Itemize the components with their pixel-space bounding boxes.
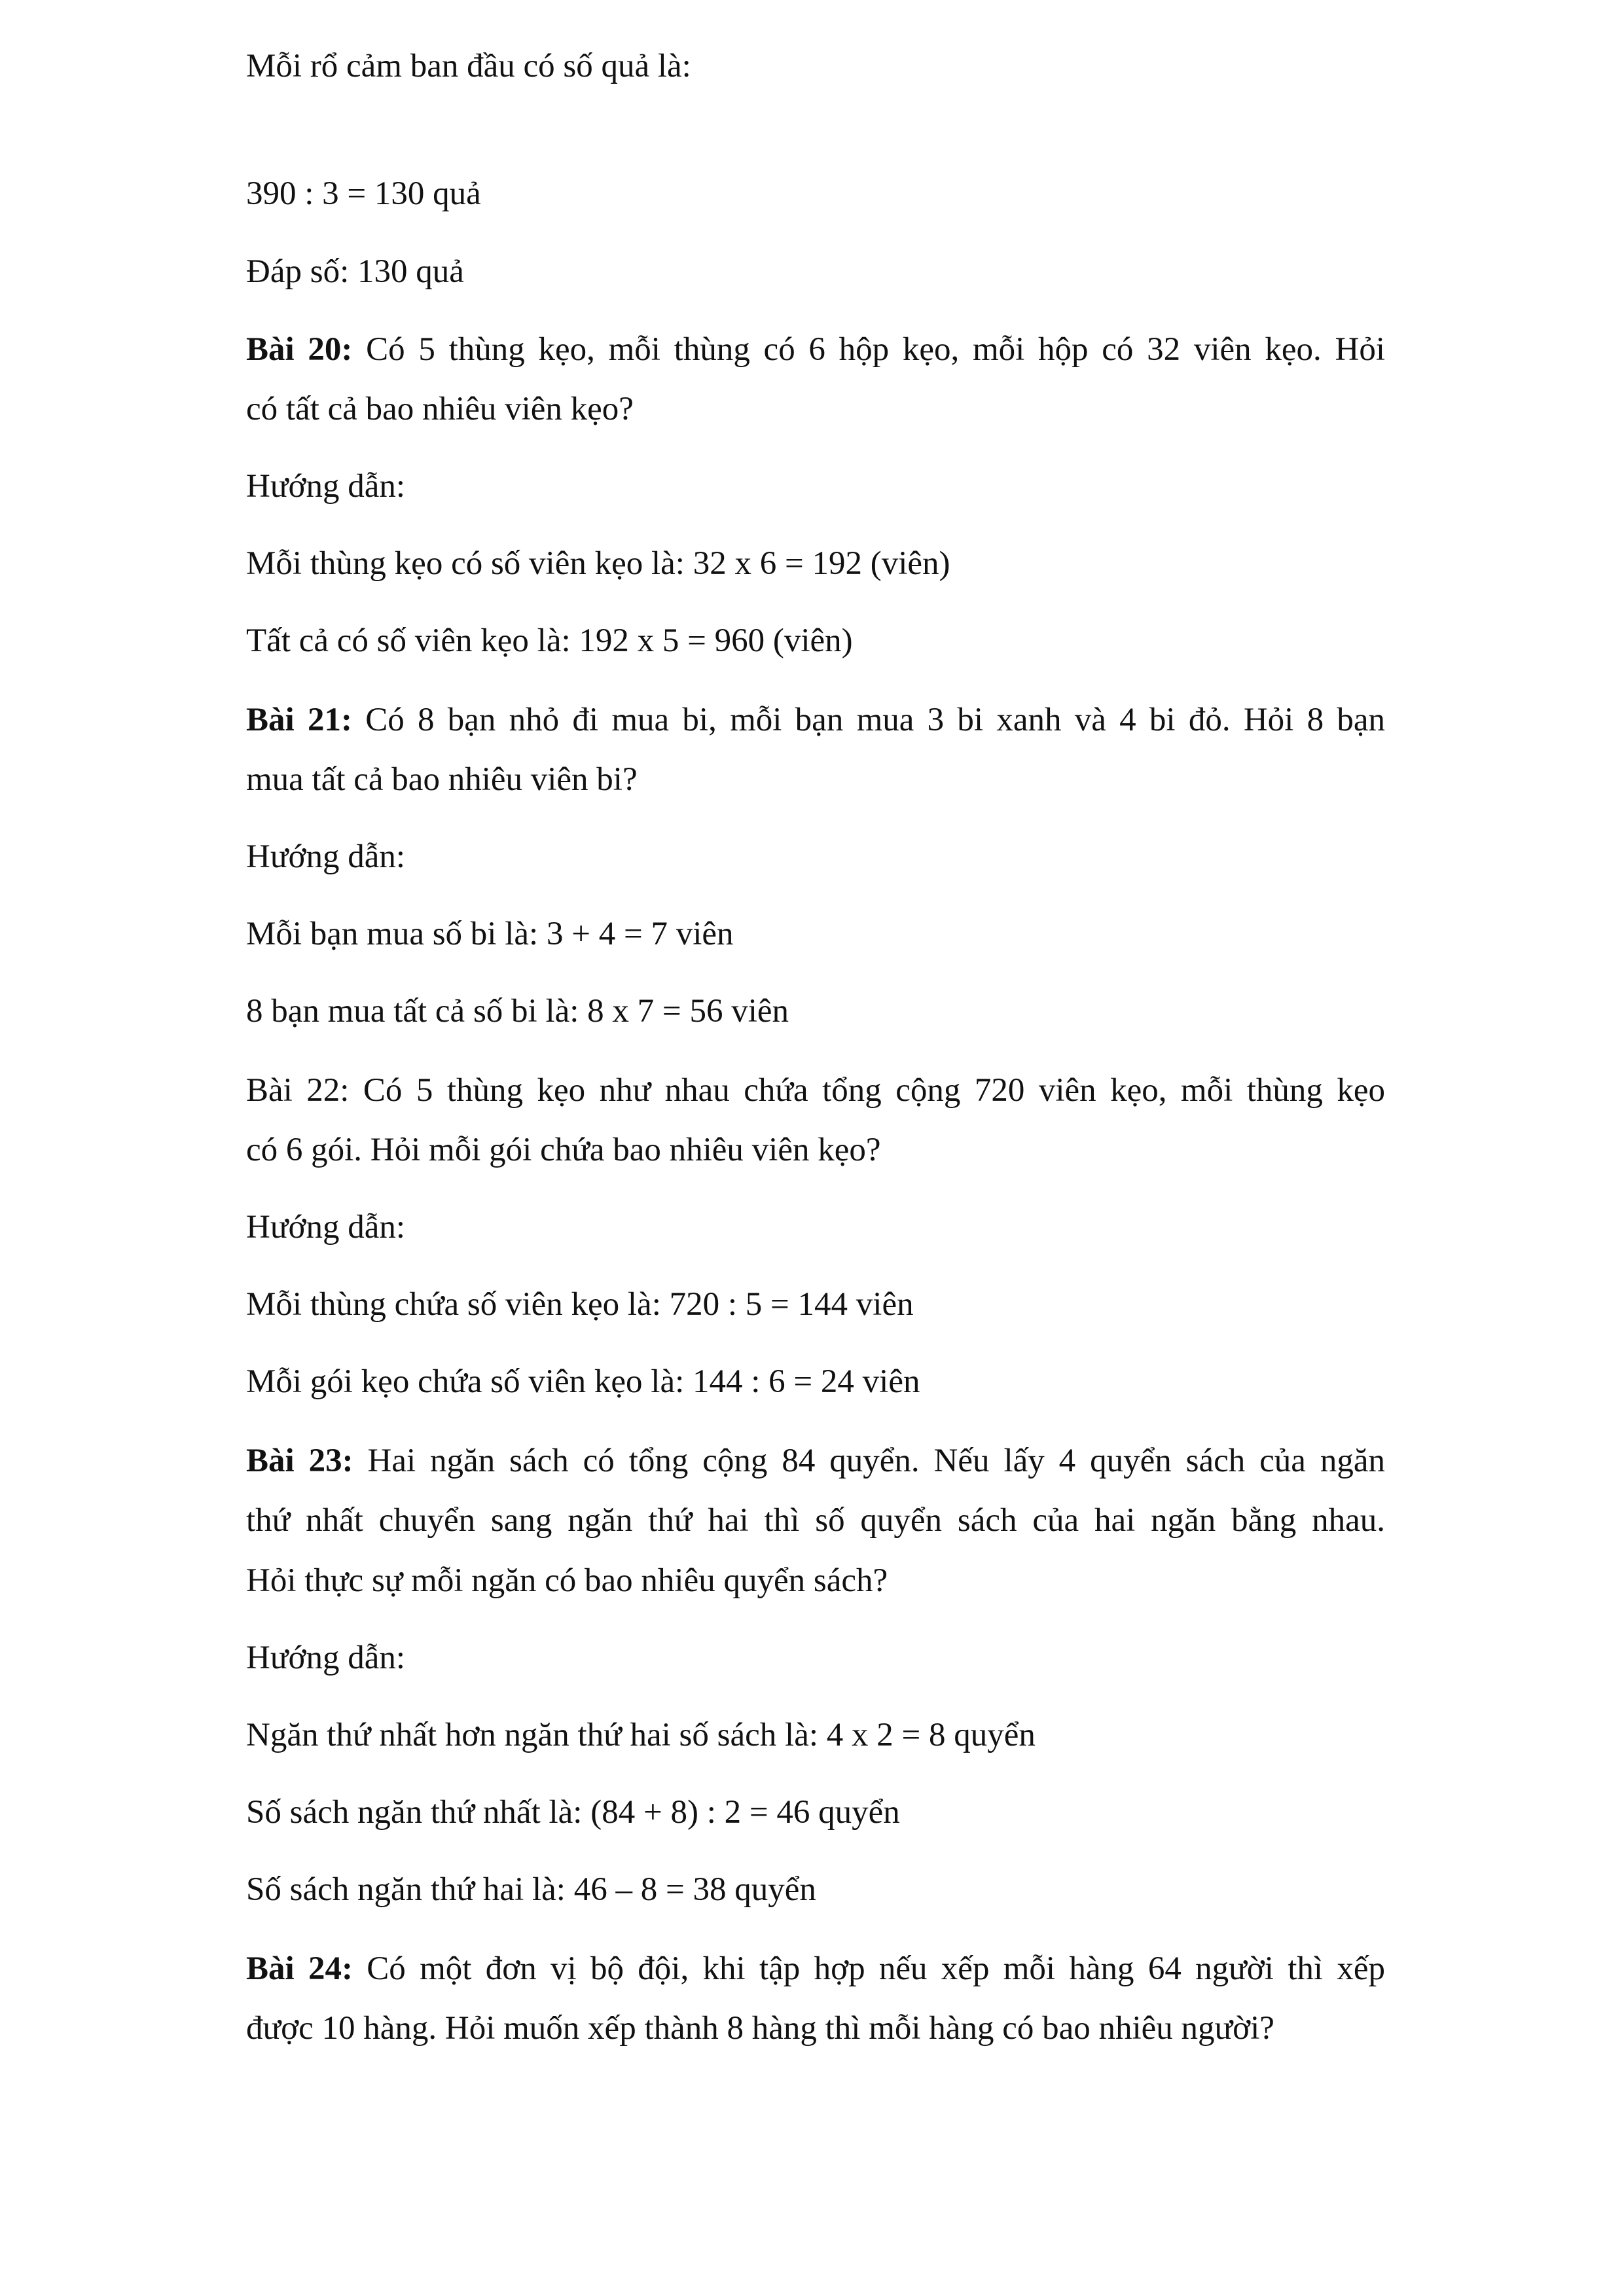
bai-20-guide-heading: Hướng dẫn:: [246, 468, 405, 505]
bai-24-question-line-2: được 10 hàng. Hỏi muốn xếp thành 8 hàng thì mỗi hàng có bao nhiêu người?: [246, 2010, 1274, 2047]
bai-22-question-line-1: Bài 22: Có 5 thùng kẹo như nhau chứa tổng cộng 720 viên kẹo, mỗi thùng kẹo: [246, 1072, 1385, 1109]
bai-23-question-line-2: thứ nhất chuyển sang ngăn thứ hai thì số quyển sách của hai ngăn bằng nhau.: [246, 1502, 1385, 1539]
bai-21-label: Bài 21:: [246, 702, 352, 738]
bai-23-step-1: Ngăn thứ nhất hơn ngăn thứ hai số sách là: 4 x 2 = 8 quyển: [246, 1717, 1036, 1753]
bai-20-step-2: Tất cả có số viên kẹo là: 192 x 5 = 960 (viên): [246, 622, 853, 659]
intro-line-1: Mỗi rổ cảm ban đầu có số quả là:: [246, 48, 691, 84]
bai-22-step-1: Mỗi thùng chứa số viên kẹo là: 720 : 5 = 144 viên: [246, 1286, 914, 1323]
bai-22-question-line-2: có 6 gói. Hỏi mỗi gói chứa bao nhiêu viên kẹo?: [246, 1132, 881, 1168]
bai-20-question-line-2: có tất cả bao nhiêu viên kẹo?: [246, 391, 634, 427]
intro-answer: Đáp số: 130 quả: [246, 253, 464, 290]
bai-24-label: Bài 24:: [246, 1950, 353, 1987]
bai-21-step-2: 8 bạn mua tất cả số bi là: 8 x 7 = 56 viên: [246, 993, 789, 1030]
bai-21-text-1: Có 8 bạn nhỏ đi mua bi, mỗi bạn mua 3 bi xanh và 4 bi đỏ. Hỏi 8 bạn: [352, 702, 1386, 738]
bai-20-text-1: Có 5 thùng kẹo, mỗi thùng có 6 hộp kẹo, mỗi hộp có 32 viên kẹo. Hỏi: [352, 331, 1385, 368]
bai-21-question-line-1: [246, 700, 1385, 740]
bai-23-question-line-3: Hỏi thực sự mỗi ngăn có bao nhiêu quyển sách?: [246, 1562, 888, 1599]
bai-21-step-1: Mỗi bạn mua số bi là: 3 + 4 = 7 viên: [246, 916, 734, 952]
bai-24-text-1: Có một đơn vị bộ đội, khi tập hợp nếu xếp mỗi hàng 64 người thì xếp: [352, 1950, 1385, 1987]
bai-22-guide-heading: Hướng dẫn:: [246, 1209, 405, 1246]
bai-23-label: Bài 23:: [246, 1443, 353, 1479]
bai-22-step-2: Mỗi gói kẹo chứa số viên kẹo là: 144 : 6 = 24 viên: [246, 1363, 920, 1400]
bai-20-label: Bài 20:: [246, 331, 353, 368]
bai-21-guide-heading: Hướng dẫn:: [246, 838, 405, 875]
bai-20-question-line-1: [246, 329, 1385, 370]
bai-23-step-3: Số sách ngăn thứ hai là: 46 – 8 = 38 quyển: [246, 1871, 816, 1908]
bai-24-question-line-1: [246, 1948, 1385, 1989]
intro-line-2: 390 : 3 = 130 quả: [246, 175, 481, 212]
bai-21-question-line-2: mua tất cả bao nhiêu viên bi?: [246, 761, 638, 798]
bai-23-step-2: Số sách ngăn thứ nhất là: (84 + 8) : 2 = 46 quyển: [246, 1794, 900, 1831]
bai-23-guide-heading: Hướng dẫn:: [246, 1640, 405, 1676]
bai-23-question-line-1: [246, 1441, 1385, 1481]
bai-23-text-1: Hai ngăn sách có tổng cộng 84 quyển. Nếu lấy 4 quyển sách của ngăn: [353, 1443, 1385, 1479]
bai-20-step-1: Mỗi thùng kẹo có số viên kẹo là: 32 x 6 = 192 (viên): [246, 545, 950, 582]
